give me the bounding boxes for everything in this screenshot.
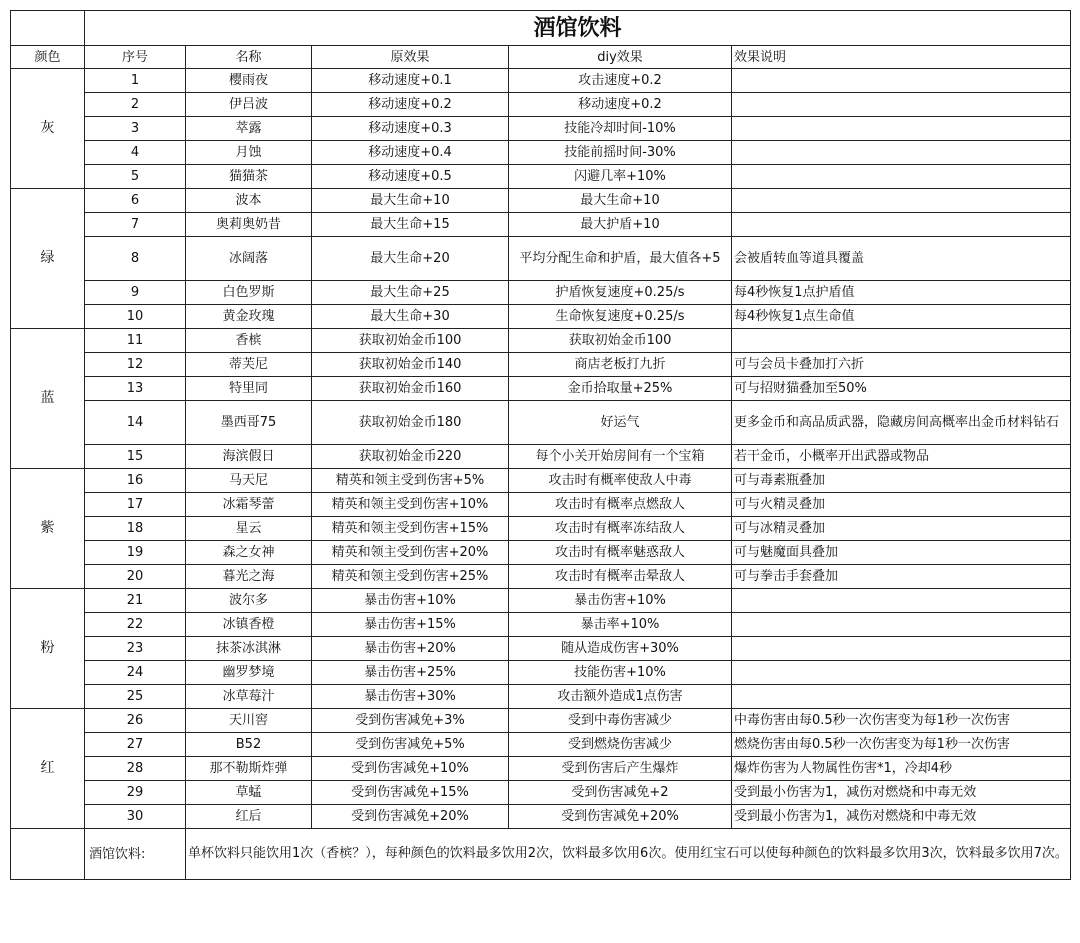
number-cell: 12 — [85, 353, 186, 377]
diy-effect-cell: 生命恢复速度+0.25/s — [509, 305, 732, 329]
footer-label: 酒馆饮料: — [85, 829, 186, 880]
color-group-cell: 蓝 — [11, 329, 85, 469]
table-row — [11, 565, 1071, 589]
name-cell: 萃露 — [186, 117, 312, 141]
number-cell: 22 — [85, 613, 186, 637]
effect-note-cell — [732, 613, 1071, 637]
name-cell: 波尔多 — [186, 589, 312, 613]
original-effect-cell: 暴击伤害+15% — [312, 613, 509, 637]
original-effect-cell: 精英和领主受到伤害+15% — [312, 517, 509, 541]
number-cell: 14 — [85, 401, 186, 445]
table-row — [11, 377, 1071, 401]
diy-effect-cell: 移动速度+0.2 — [509, 93, 732, 117]
effect-note-cell: 可与冰精灵叠加 — [732, 517, 1071, 541]
diy-effect-cell: 商店老板打九折 — [509, 353, 732, 377]
name-cell: 特里同 — [186, 377, 312, 401]
table-row — [11, 709, 1071, 733]
table-row — [11, 329, 1071, 353]
color-group-cell: 粉 — [11, 589, 85, 709]
effect-note-cell — [732, 189, 1071, 213]
name-cell: B52 — [186, 733, 312, 757]
diy-effect-cell: 好运气 — [509, 401, 732, 445]
name-cell: 黄金玫瑰 — [186, 305, 312, 329]
effect-note-cell — [732, 661, 1071, 685]
effect-note-cell — [732, 165, 1071, 189]
number-cell: 17 — [85, 493, 186, 517]
table-row — [11, 141, 1071, 165]
number-cell: 10 — [85, 305, 186, 329]
name-cell: 马天尼 — [186, 469, 312, 493]
original-effect-cell: 受到伤害减免+20% — [312, 805, 509, 829]
header-effect-note: 效果说明 — [732, 46, 1071, 69]
effect-note-cell: 会被盾转血等道具覆盖 — [732, 237, 1071, 281]
table-row — [11, 401, 1071, 445]
original-effect-cell: 暴击伤害+20% — [312, 637, 509, 661]
original-effect-cell: 精英和领主受到伤害+5% — [312, 469, 509, 493]
diy-effect-cell: 最大生命+10 — [509, 189, 732, 213]
effect-note-cell — [732, 637, 1071, 661]
title-corner-cell — [11, 11, 85, 46]
title-row — [11, 11, 1071, 46]
table-row — [11, 305, 1071, 329]
header-row — [11, 46, 1071, 69]
diy-effect-cell: 受到中毒伤害减少 — [509, 709, 732, 733]
original-effect-cell: 受到伤害减免+3% — [312, 709, 509, 733]
effect-note-cell: 可与拳击手套叠加 — [732, 565, 1071, 589]
diy-effect-cell: 技能冷却时间-10% — [509, 117, 732, 141]
effect-note-cell: 可与会员卡叠加打六折 — [732, 353, 1071, 377]
number-cell: 21 — [85, 589, 186, 613]
number-cell: 20 — [85, 565, 186, 589]
number-cell: 16 — [85, 469, 186, 493]
color-group-cell: 绿 — [11, 189, 85, 329]
number-cell: 8 — [85, 237, 186, 281]
name-cell: 波本 — [186, 189, 312, 213]
effect-note-cell: 爆炸伤害为人物属性伤害*1，冷却4秒 — [732, 757, 1071, 781]
number-cell: 26 — [85, 709, 186, 733]
table-row — [11, 189, 1071, 213]
table-row — [11, 541, 1071, 565]
diy-effect-cell: 获取初始金币100 — [509, 329, 732, 353]
number-cell: 30 — [85, 805, 186, 829]
original-effect-cell: 最大生命+25 — [312, 281, 509, 305]
effect-note-cell: 中毒伤害由每0.5秒一次伤害变为每1秒一次伤害 — [732, 709, 1071, 733]
original-effect-cell: 移动速度+0.2 — [312, 93, 509, 117]
effect-note-cell: 燃烧伤害由每0.5秒一次伤害变为每1秒一次伤害 — [732, 733, 1071, 757]
header-name: 名称 — [186, 46, 312, 69]
number-cell: 5 — [85, 165, 186, 189]
original-effect-cell: 移动速度+0.5 — [312, 165, 509, 189]
table-row — [11, 237, 1071, 281]
table-row — [11, 117, 1071, 141]
effect-note-cell — [732, 69, 1071, 93]
number-cell: 23 — [85, 637, 186, 661]
effect-note-cell: 每4秒恢复1点生命值 — [732, 305, 1071, 329]
name-cell: 冰镇香橙 — [186, 613, 312, 637]
effect-note-cell — [732, 213, 1071, 237]
diy-effect-cell: 攻击时有概率冻结敌人 — [509, 517, 732, 541]
effect-note-cell: 可与魅魔面具叠加 — [732, 541, 1071, 565]
number-cell: 7 — [85, 213, 186, 237]
table-row — [11, 661, 1071, 685]
diy-effect-cell: 技能前摇时间-30% — [509, 141, 732, 165]
name-cell: 白色罗斯 — [186, 281, 312, 305]
table-row — [11, 589, 1071, 613]
name-cell: 伊吕波 — [186, 93, 312, 117]
name-cell: 暮光之海 — [186, 565, 312, 589]
effect-note-cell: 若干金币，小概率开出武器或物品 — [732, 445, 1071, 469]
name-cell: 草蜢 — [186, 781, 312, 805]
effect-note-cell: 每4秒恢复1点护盾值 — [732, 281, 1071, 305]
original-effect-cell: 移动速度+0.1 — [312, 69, 509, 93]
original-effect-cell: 获取初始金币100 — [312, 329, 509, 353]
effect-note-cell: 可与毒素瓶叠加 — [732, 469, 1071, 493]
original-effect-cell: 最大生命+10 — [312, 189, 509, 213]
diy-effect-cell: 护盾恢复速度+0.25/s — [509, 281, 732, 305]
diy-effect-cell: 受到伤害后产生爆炸 — [509, 757, 732, 781]
number-cell: 1 — [85, 69, 186, 93]
table-row — [11, 637, 1071, 661]
original-effect-cell: 暴击伤害+25% — [312, 661, 509, 685]
table-row — [11, 685, 1071, 709]
diy-effect-cell: 随从造成伤害+30% — [509, 637, 732, 661]
effect-note-cell — [732, 589, 1071, 613]
number-cell: 27 — [85, 733, 186, 757]
effect-note-cell — [732, 93, 1071, 117]
original-effect-cell: 受到伤害减免+10% — [312, 757, 509, 781]
number-cell: 6 — [85, 189, 186, 213]
effect-note-cell — [732, 685, 1071, 709]
diy-effect-cell: 最大护盾+10 — [509, 213, 732, 237]
footer-text: 单杯饮料只能饮用1次（香槟？），每种颜色的饮料最多饮用2次，饮料最多饮用6次。使用红宝石可以使每种颜色的饮料最多饮用3次，饮料最多饮用7次。 — [186, 829, 1071, 880]
name-cell: 红后 — [186, 805, 312, 829]
diy-effect-cell: 受到伤害减免+2 — [509, 781, 732, 805]
number-cell: 25 — [85, 685, 186, 709]
effect-note-cell: 受到最小伤害为1，减伤对燃烧和中毒无效 — [732, 781, 1071, 805]
diy-effect-cell: 每个小关开始房间有一个宝箱 — [509, 445, 732, 469]
table-row — [11, 353, 1071, 377]
number-cell: 24 — [85, 661, 186, 685]
drinks-table — [10, 10, 1071, 880]
name-cell: 香槟 — [186, 329, 312, 353]
effect-note-cell: 受到最小伤害为1，减伤对燃烧和中毒无效 — [732, 805, 1071, 829]
number-cell: 19 — [85, 541, 186, 565]
original-effect-cell: 获取初始金币220 — [312, 445, 509, 469]
name-cell: 星云 — [186, 517, 312, 541]
name-cell: 冰霜琴蕾 — [186, 493, 312, 517]
table-row — [11, 93, 1071, 117]
original-effect-cell: 受到伤害减免+15% — [312, 781, 509, 805]
table-row — [11, 281, 1071, 305]
table-row — [11, 805, 1071, 829]
original-effect-cell: 移动速度+0.4 — [312, 141, 509, 165]
name-cell: 猫猫茶 — [186, 165, 312, 189]
number-cell: 29 — [85, 781, 186, 805]
effect-note-cell: 更多金币和高品质武器，隐藏房间高概率出金币材料钻石 — [732, 401, 1071, 445]
diy-effect-cell: 平均分配生命和护盾，最大值各+5 — [509, 237, 732, 281]
sheet-frame — [10, 10, 1070, 880]
table-row — [11, 613, 1071, 637]
original-effect-cell: 最大生命+15 — [312, 213, 509, 237]
table-row — [11, 733, 1071, 757]
name-cell: 那不勒斯炸弹 — [186, 757, 312, 781]
effect-note-cell — [732, 117, 1071, 141]
original-effect-cell: 获取初始金币180 — [312, 401, 509, 445]
footer-empty-cell — [11, 829, 85, 880]
name-cell: 幽罗梦境 — [186, 661, 312, 685]
diy-effect-cell: 受到伤害减免+20% — [509, 805, 732, 829]
original-effect-cell: 受到伤害减免+5% — [312, 733, 509, 757]
table-row — [11, 213, 1071, 237]
name-cell: 冰草莓汁 — [186, 685, 312, 709]
number-cell: 9 — [85, 281, 186, 305]
effect-note-cell — [732, 141, 1071, 165]
name-cell: 月蚀 — [186, 141, 312, 165]
original-effect-cell: 移动速度+0.3 — [312, 117, 509, 141]
diy-effect-cell: 攻击时有概率魅惑敌人 — [509, 541, 732, 565]
number-cell: 3 — [85, 117, 186, 141]
name-cell: 森之女神 — [186, 541, 312, 565]
name-cell: 海滨假日 — [186, 445, 312, 469]
table-row — [11, 445, 1071, 469]
color-group-cell: 红 — [11, 709, 85, 829]
diy-effect-cell: 攻击速度+0.2 — [509, 69, 732, 93]
number-cell: 11 — [85, 329, 186, 353]
name-cell: 抹茶冰淇淋 — [186, 637, 312, 661]
table-row — [11, 69, 1071, 93]
name-cell: 蒂芙尼 — [186, 353, 312, 377]
diy-effect-cell: 技能伤害+10% — [509, 661, 732, 685]
header-diy-effect: diy效果 — [509, 46, 732, 69]
name-cell: 墨西哥75 — [186, 401, 312, 445]
name-cell: 冰阔落 — [186, 237, 312, 281]
original-effect-cell: 获取初始金币140 — [312, 353, 509, 377]
number-cell: 15 — [85, 445, 186, 469]
page-title: 酒馆饮料 — [85, 11, 1071, 46]
diy-effect-cell: 攻击时有概率使敌人中毒 — [509, 469, 732, 493]
effect-note-cell: 可与火精灵叠加 — [732, 493, 1071, 517]
diy-effect-cell: 闪避几率+10% — [509, 165, 732, 189]
table-row — [11, 781, 1071, 805]
original-effect-cell: 暴击伤害+10% — [312, 589, 509, 613]
footer-row — [11, 829, 1071, 880]
diy-effect-cell: 暴击伤害+10% — [509, 589, 732, 613]
diy-effect-cell: 攻击额外造成1点伤害 — [509, 685, 732, 709]
diy-effect-cell: 攻击时有概率击晕敌人 — [509, 565, 732, 589]
original-effect-cell: 精英和领主受到伤害+25% — [312, 565, 509, 589]
number-cell: 18 — [85, 517, 186, 541]
table-row — [11, 757, 1071, 781]
diy-effect-cell: 受到燃烧伤害减少 — [509, 733, 732, 757]
color-group-cell: 紫 — [11, 469, 85, 589]
diy-effect-cell: 金币拾取量+25% — [509, 377, 732, 401]
number-cell: 4 — [85, 141, 186, 165]
table-row — [11, 165, 1071, 189]
table-row — [11, 493, 1071, 517]
original-effect-cell: 获取初始金币160 — [312, 377, 509, 401]
number-cell: 2 — [85, 93, 186, 117]
color-group-cell: 灰 — [11, 69, 85, 189]
header-color: 颜色 — [11, 46, 85, 69]
name-cell: 奥莉奥奶昔 — [186, 213, 312, 237]
table-row — [11, 469, 1071, 493]
header-number: 序号 — [85, 46, 186, 69]
effect-note-cell: 可与招财猫叠加至50% — [732, 377, 1071, 401]
table-row — [11, 517, 1071, 541]
original-effect-cell: 暴击伤害+30% — [312, 685, 509, 709]
diy-effect-cell: 暴击率+10% — [509, 613, 732, 637]
original-effect-cell: 最大生命+20 — [312, 237, 509, 281]
diy-effect-cell: 攻击时有概率点燃敌人 — [509, 493, 732, 517]
number-cell: 28 — [85, 757, 186, 781]
name-cell: 天川窖 — [186, 709, 312, 733]
original-effect-cell: 最大生命+30 — [312, 305, 509, 329]
header-original-effect: 原效果 — [312, 46, 509, 69]
effect-note-cell — [732, 329, 1071, 353]
original-effect-cell: 精英和领主受到伤害+10% — [312, 493, 509, 517]
original-effect-cell: 精英和领主受到伤害+20% — [312, 541, 509, 565]
name-cell: 樱雨夜 — [186, 69, 312, 93]
number-cell: 13 — [85, 377, 186, 401]
